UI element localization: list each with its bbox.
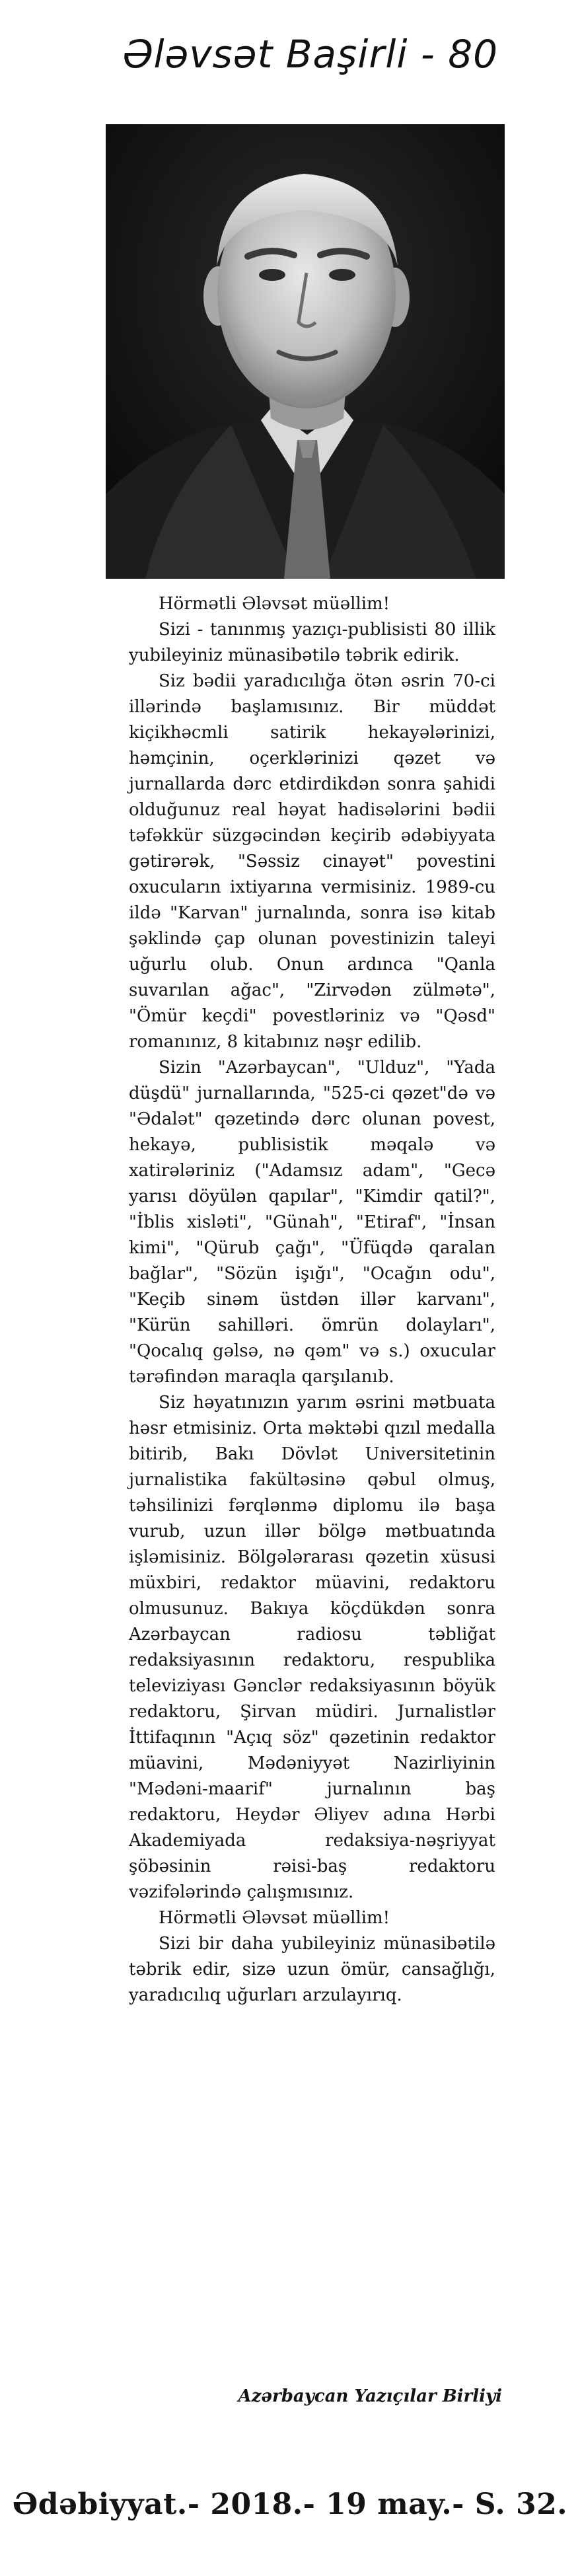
article-paragraph: Siz həyatınızın yarım əsrini mətbuata həsr etmisiniz. Orta məktəbi qızıl medalla bitirib, Bakı Dövlət Universitetinin jurnalistika fakültəsinə qəbul olmuş, təhsilinizi fərqlənmə diplomu ilə başa vurub, uzun illər bölgə mətbuatında işləmisiniz. Bölgələrarası qəzetin xüsusi müxbiri, redaktor müavini, redaktoru olmusunuz. Bakıya köçdükdən sonra Azərbaycan radiosu təbliğat redaksiyasının redaktoru, respublika televiziyası Gənclər redaksiyasının böyük redaktoru, Şirvan müdiri. Jurnalistlər İttifaqının "Açıq söz" qəzetinin redaktor müavini, Mədəniyyət Nazirliyinin "Mədəni-maarif" jurnalının baş redaktoru, Heydər Əliyev adına Hərbi Akademiyada redaksiya-nəşriyyat şöbəsinin rəisi-baş redaktoru vəzifələrində çalışmısınız. [129,1393,495,1902]
source-citation: Ədəbiyyat.- 2018.- 19 may.- S. 32. [12,2487,568,2521]
article-heading: Ələvsət Başirli - 80 [122,32,499,77]
article-closing-greeting: Hörmətli Ələvsət müəllim! [159,1908,390,1928]
article-paragraph: Sizi - tanınmış yazıçı-publisisti 80 illik yubileyiniz münasibətilə təbrik edirik. [129,620,495,665]
article-greeting: Hörmətli Ələvsət müəllim! [159,594,390,614]
article-body [129,591,495,2008]
portrait-photo [106,124,505,579]
article-paragraph: Sizin "Azərbaycan", "Ulduz", "Yada düşdü" jurnallarında, "525-ci qəzet"də və "Ədalət" qəzetində dərc olunan povest, hekayə, publisistik məqalə və xatirələriniz ("Adamsız adam", "Gecə yarısı döyülən qapılar", "Kimdir qatil?", "İblis xisləti", "Günah", "Etiraf", "İnsan kimi", "Qürub çağı", "Üfüqdə qaralan bağlar", "Sözün işığı", "Ocağın odu", "Keçib sinəm üstdən illər karvanı", "Kürün sahilləri. ömrün dolayları", "Qocalıq gəlsə, nə qəm" və s.) oxucular tərəfindən maraqla qarşılanıb. [129,1058,495,1387]
portrait-photo-icon [106,124,505,579]
signature: Azərbaycan Yazıçılar Birliyi [238,2386,502,2406]
article-closing: Sizi bir daha yubileyiniz münasibətilə təbrik edir, sizə uzun ömür, cansağlığı, yaradıcılıq uğurları arzulayırıq. [129,1934,495,2005]
article-paragraph: Siz bədii yaradıcılığa ötən əsrin 70-ci illərində başlamısınız. Bir müddət kiçikhəcmli satirik hekayələrinizi, həmçinin, oçerklərinizi qəzet və jurnallarda dərc etdirdikdən sonra şahidi olduğunuz real həyat hadisələrini bədii təfəkkür süzgəcindən keçirib ədəbiyyata gətirərək, "Səssiz cinayət" povestini oxucuların ixtiyarına vermisiniz. 1989-cu ildə "Karvan" jurnalında, sonra isə kitab şəklində çap olunan povestinizin taleyi uğurlu olub. Onun ardınca "Qanla suvarılan ağac", "Zirvədən zülmətə", "Ömür keçdi" povestləriniz və "Qəsd" romanınız, 8 kitabınız nəşr edilib. [129,671,495,1052]
